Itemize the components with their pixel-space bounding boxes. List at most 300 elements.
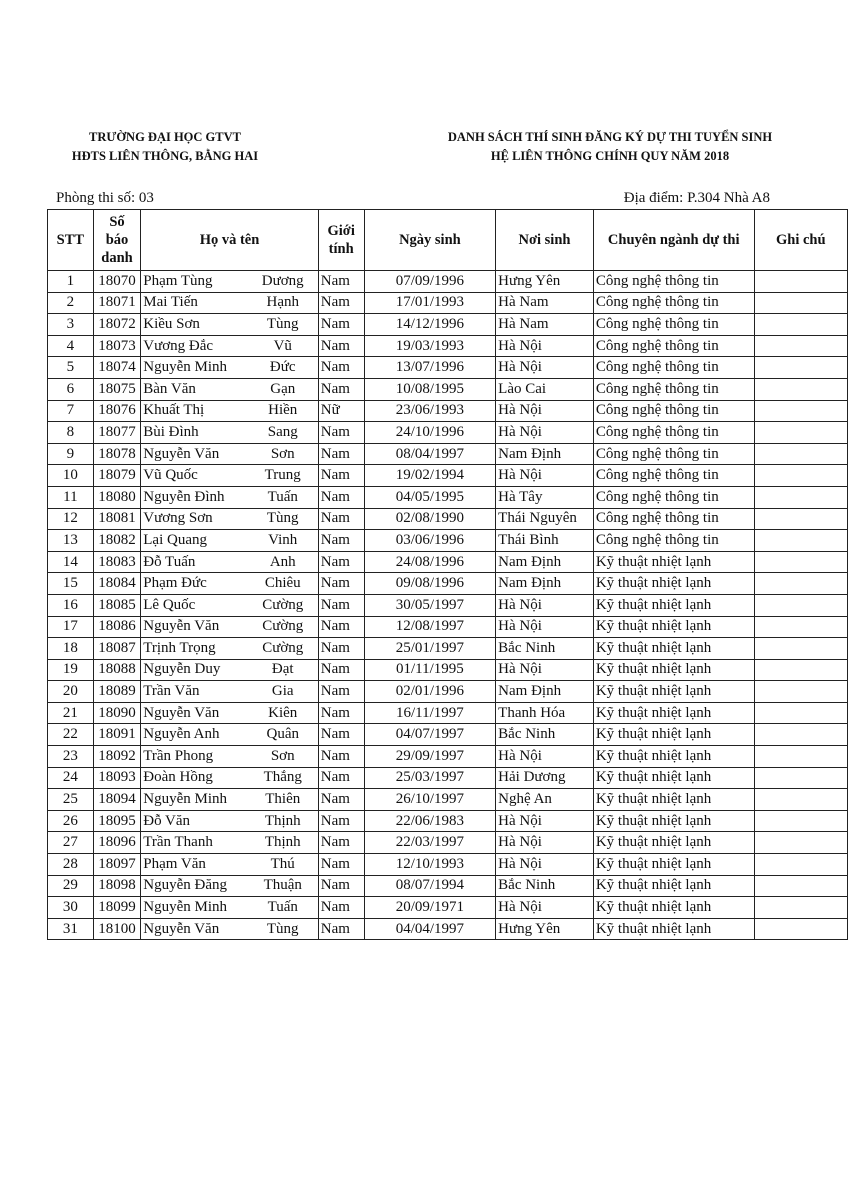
given-name: Tùng bbox=[266, 920, 299, 937]
cell-stt: 14 bbox=[48, 551, 94, 573]
surname: Nguyễn Văn bbox=[143, 618, 220, 635]
cell-birthplace: Thái Bình bbox=[496, 530, 594, 552]
cell-major: Kỹ thuật nhiệt lạnh bbox=[593, 746, 754, 768]
cell-sbd: 18079 bbox=[93, 465, 141, 487]
surname: Nguyễn Minh bbox=[143, 899, 227, 916]
surname: Nguyễn Đăng bbox=[143, 877, 227, 894]
cell-note bbox=[754, 508, 847, 530]
cell-name bbox=[141, 724, 318, 746]
name-wrap bbox=[143, 575, 315, 592]
cell-note bbox=[754, 486, 847, 508]
cell-birthplace: Hà Nội bbox=[496, 832, 594, 854]
cell-gender: Nam bbox=[318, 918, 364, 940]
surname: Đỗ Văn bbox=[143, 812, 191, 829]
table-row bbox=[48, 875, 848, 897]
given-name: Sơn bbox=[270, 747, 295, 764]
given-name: Cường bbox=[262, 618, 304, 635]
cell-birthplace: Nghệ An bbox=[496, 789, 594, 811]
cell-gender: Nam bbox=[318, 530, 364, 552]
cell-dob: 14/12/1996 bbox=[364, 314, 496, 336]
cell-major: Kỹ thuật nhiệt lạnh bbox=[593, 810, 754, 832]
table-row bbox=[48, 681, 848, 703]
given-name: Chiêu bbox=[264, 575, 301, 592]
title-line-1: DANH SÁCH THÍ SINH ĐĂNG KÝ DỰ THI TUYỂN SINH bbox=[447, 130, 773, 144]
cell-birthplace: Hà Nội bbox=[496, 422, 594, 444]
col-header-stt: STT bbox=[48, 210, 94, 271]
cell-dob: 30/05/1997 bbox=[364, 594, 496, 616]
cell-dob: 02/08/1990 bbox=[364, 508, 496, 530]
cell-sbd: 18092 bbox=[93, 746, 141, 768]
cell-note bbox=[754, 810, 847, 832]
cell-note bbox=[754, 789, 847, 811]
cell-birthplace: Hà Nội bbox=[496, 810, 594, 832]
table-row bbox=[48, 378, 848, 400]
table-row bbox=[48, 314, 848, 336]
table-row bbox=[48, 465, 848, 487]
cell-dob: 08/07/1994 bbox=[364, 875, 496, 897]
name-wrap bbox=[143, 532, 315, 549]
cell-name bbox=[141, 659, 318, 681]
cell-sbd: 18094 bbox=[93, 789, 141, 811]
cell-gender: Nam bbox=[318, 314, 364, 336]
surname: Nguyễn Minh bbox=[143, 791, 227, 808]
name-wrap bbox=[143, 402, 315, 419]
cell-major: Kỹ thuật nhiệt lạnh bbox=[593, 854, 754, 876]
name-wrap bbox=[143, 467, 315, 484]
name-wrap bbox=[143, 791, 315, 808]
cell-major: Công nghệ thông tin bbox=[593, 508, 754, 530]
name-wrap bbox=[143, 554, 315, 571]
given-name: Tùng bbox=[266, 510, 299, 527]
cell-birthplace: Hà Nội bbox=[496, 465, 594, 487]
cell-major: Kỹ thuật nhiệt lạnh bbox=[593, 875, 754, 897]
name-wrap bbox=[143, 381, 315, 398]
cell-sbd: 18089 bbox=[93, 681, 141, 703]
cell-sbd: 18071 bbox=[93, 292, 141, 314]
cell-major: Kỹ thuật nhiệt lạnh bbox=[593, 789, 754, 811]
cell-sbd: 18073 bbox=[93, 335, 141, 357]
col-header-sbd-line3: danh bbox=[101, 250, 133, 266]
name-wrap bbox=[143, 683, 315, 700]
cell-birthplace: Hà Nội bbox=[496, 357, 594, 379]
cell-note bbox=[754, 681, 847, 703]
cell-major: Kỹ thuật nhiệt lạnh bbox=[593, 897, 754, 919]
cell-sbd: 18080 bbox=[93, 486, 141, 508]
cell-dob: 02/01/1996 bbox=[364, 681, 496, 703]
cell-dob: 04/05/1995 bbox=[364, 486, 496, 508]
cell-gender: Nam bbox=[318, 465, 364, 487]
cell-stt: 1 bbox=[48, 271, 94, 293]
cell-major: Kỹ thuật nhiệt lạnh bbox=[593, 573, 754, 595]
cell-gender: Nam bbox=[318, 443, 364, 465]
cell-sbd: 18078 bbox=[93, 443, 141, 465]
candidate-table bbox=[47, 209, 848, 940]
given-name: Thịnh bbox=[264, 834, 301, 851]
document-title bbox=[410, 128, 810, 166]
cell-name bbox=[141, 594, 318, 616]
given-name: Gạn bbox=[270, 380, 296, 397]
cell-major: Kỹ thuật nhiệt lạnh bbox=[593, 638, 754, 660]
cell-note bbox=[754, 422, 847, 444]
cell-major: Kỹ thuật nhiệt lạnh bbox=[593, 659, 754, 681]
name-wrap bbox=[143, 877, 315, 894]
university-name: TRƯỜNG ĐẠI HỌC GTVT bbox=[89, 130, 241, 144]
given-name: Thuận bbox=[263, 877, 302, 894]
cell-sbd: 18098 bbox=[93, 875, 141, 897]
surname: Trần Văn bbox=[143, 683, 200, 700]
cell-gender: Nam bbox=[318, 357, 364, 379]
surname: Vũ Quốc bbox=[143, 467, 198, 484]
cell-dob: 16/11/1997 bbox=[364, 702, 496, 724]
cell-birthplace: Hà Tây bbox=[496, 486, 594, 508]
table-row bbox=[48, 400, 848, 422]
col-header-sbd bbox=[93, 210, 141, 271]
cell-stt: 7 bbox=[48, 400, 94, 422]
col-header-gender bbox=[318, 210, 364, 271]
cell-sbd: 18077 bbox=[93, 422, 141, 444]
cell-name bbox=[141, 314, 318, 336]
cell-stt: 25 bbox=[48, 789, 94, 811]
name-wrap bbox=[143, 338, 315, 355]
cell-major: Công nghệ thông tin bbox=[593, 357, 754, 379]
cell-dob: 26/10/1997 bbox=[364, 789, 496, 811]
cell-major: Công nghệ thông tin bbox=[593, 443, 754, 465]
surname: Nguyễn Minh bbox=[143, 359, 227, 376]
surname: Đỗ Tuấn bbox=[143, 553, 196, 570]
cell-birthplace: Hà Nam bbox=[496, 314, 594, 336]
cell-sbd: 18083 bbox=[93, 551, 141, 573]
given-name: Hiền bbox=[268, 402, 298, 419]
room-info bbox=[56, 190, 770, 208]
cell-birthplace: Lào Cai bbox=[496, 378, 594, 400]
cell-dob: 24/10/1996 bbox=[364, 422, 496, 444]
cell-sbd: 18095 bbox=[93, 810, 141, 832]
cell-major: Công nghệ thông tin bbox=[593, 271, 754, 293]
col-header-major: Chuyên ngành dự thi bbox=[593, 210, 754, 271]
cell-stt: 23 bbox=[48, 746, 94, 768]
table-row bbox=[48, 810, 848, 832]
cell-note bbox=[754, 875, 847, 897]
cell-note bbox=[754, 443, 847, 465]
cell-birthplace: Nam Định bbox=[496, 551, 594, 573]
table-row bbox=[48, 638, 848, 660]
cell-note bbox=[754, 465, 847, 487]
table-row bbox=[48, 918, 848, 940]
given-name: Tuấn bbox=[267, 488, 298, 505]
cell-note bbox=[754, 292, 847, 314]
cell-gender: Nam bbox=[318, 832, 364, 854]
given-name: Sơn bbox=[270, 445, 295, 462]
table-row bbox=[48, 443, 848, 465]
cell-major: Công nghệ thông tin bbox=[593, 292, 754, 314]
cell-sbd: 18081 bbox=[93, 508, 141, 530]
cell-stt: 20 bbox=[48, 681, 94, 703]
surname: Trần Thanh bbox=[143, 834, 213, 851]
cell-note bbox=[754, 314, 847, 336]
cell-gender: Nam bbox=[318, 486, 364, 508]
cell-sbd: 18086 bbox=[93, 616, 141, 638]
surname: Phạm Đức bbox=[143, 575, 207, 592]
table-row bbox=[48, 573, 848, 595]
cell-note bbox=[754, 918, 847, 940]
title-line-2: HỆ LIÊN THÔNG CHÍNH QUY NĂM 2018 bbox=[490, 149, 730, 163]
cell-gender: Nam bbox=[318, 616, 364, 638]
cell-dob: 24/08/1996 bbox=[364, 551, 496, 573]
cell-stt: 3 bbox=[48, 314, 94, 336]
given-name: Thắng bbox=[263, 769, 302, 786]
surname: Nguyễn Đình bbox=[143, 488, 225, 505]
cell-gender: Nam bbox=[318, 724, 364, 746]
given-name: Dương bbox=[261, 272, 304, 289]
cell-birthplace: Thanh Hóa bbox=[496, 702, 594, 724]
cell-major: Kỹ thuật nhiệt lạnh bbox=[593, 767, 754, 789]
cell-gender: Nam bbox=[318, 702, 364, 724]
cell-birthplace: Bắc Ninh bbox=[496, 875, 594, 897]
cell-gender: Nam bbox=[318, 422, 364, 444]
surname: Nguyễn Văn bbox=[143, 704, 220, 721]
name-wrap bbox=[143, 316, 315, 333]
cell-note bbox=[754, 616, 847, 638]
cell-stt: 5 bbox=[48, 357, 94, 379]
cell-stt: 18 bbox=[48, 638, 94, 660]
cell-stt: 8 bbox=[48, 422, 94, 444]
cell-stt: 17 bbox=[48, 616, 94, 638]
cell-major: Công nghệ thông tin bbox=[593, 400, 754, 422]
surname: Nguyễn Anh bbox=[143, 726, 220, 743]
surname: Bùi Đình bbox=[143, 423, 199, 440]
cell-dob: 04/07/1997 bbox=[364, 724, 496, 746]
cell-dob: 04/04/1997 bbox=[364, 918, 496, 940]
name-wrap bbox=[143, 446, 315, 463]
surname: Vương Sơn bbox=[143, 510, 213, 527]
table-row bbox=[48, 530, 848, 552]
surname: Mai Tiến bbox=[143, 294, 198, 311]
surname: Trịnh Trọng bbox=[143, 639, 216, 656]
cell-dob: 22/03/1997 bbox=[364, 832, 496, 854]
cell-gender: Nam bbox=[318, 378, 364, 400]
cell-note bbox=[754, 832, 847, 854]
table-row bbox=[48, 767, 848, 789]
given-name: Đức bbox=[269, 359, 296, 376]
cell-birthplace: Hà Nội bbox=[496, 854, 594, 876]
table-header-row bbox=[48, 210, 848, 271]
cell-sbd: 18072 bbox=[93, 314, 141, 336]
cell-stt: 24 bbox=[48, 767, 94, 789]
given-name: Thiên bbox=[265, 791, 301, 808]
cell-gender: Nam bbox=[318, 638, 364, 660]
cell-note bbox=[754, 702, 847, 724]
cell-birthplace: Hà Nam bbox=[496, 292, 594, 314]
cell-gender: Nam bbox=[318, 573, 364, 595]
cell-major: Kỹ thuật nhiệt lạnh bbox=[593, 616, 754, 638]
surname: Nguyễn Duy bbox=[143, 661, 221, 678]
cell-dob: 12/08/1997 bbox=[364, 616, 496, 638]
cell-major: Kỹ thuật nhiệt lạnh bbox=[593, 594, 754, 616]
surname: Vương Đắc bbox=[143, 337, 214, 354]
cell-sbd: 18093 bbox=[93, 767, 141, 789]
cell-name bbox=[141, 551, 318, 573]
cell-dob: 29/09/1997 bbox=[364, 746, 496, 768]
name-wrap bbox=[143, 705, 315, 722]
cell-birthplace: Thái Nguyên bbox=[496, 508, 594, 530]
name-wrap bbox=[143, 618, 315, 635]
name-wrap bbox=[143, 661, 315, 678]
cell-dob: 01/11/1995 bbox=[364, 659, 496, 681]
cell-sbd: 18075 bbox=[93, 378, 141, 400]
name-wrap bbox=[143, 899, 315, 916]
cell-note bbox=[754, 724, 847, 746]
cell-sbd: 18096 bbox=[93, 832, 141, 854]
name-wrap bbox=[143, 424, 315, 441]
cell-stt: 9 bbox=[48, 443, 94, 465]
cell-sbd: 18087 bbox=[93, 638, 141, 660]
cell-major: Công nghệ thông tin bbox=[593, 486, 754, 508]
cell-note bbox=[754, 638, 847, 660]
surname: Trần Phong bbox=[143, 747, 214, 764]
cell-name bbox=[141, 400, 318, 422]
cell-major: Công nghệ thông tin bbox=[593, 378, 754, 400]
given-name: Vinh bbox=[268, 531, 298, 548]
surname: Phạm Văn bbox=[143, 855, 206, 872]
cell-sbd: 18082 bbox=[93, 530, 141, 552]
col-header-name: Họ và tên bbox=[141, 210, 318, 271]
cell-name bbox=[141, 897, 318, 919]
cell-sbd: 18088 bbox=[93, 659, 141, 681]
table-row bbox=[48, 594, 848, 616]
cell-name bbox=[141, 746, 318, 768]
table-row bbox=[48, 854, 848, 876]
cell-stt: 15 bbox=[48, 573, 94, 595]
given-name: Hạnh bbox=[266, 294, 299, 311]
cell-gender: Nam bbox=[318, 789, 364, 811]
cell-stt: 13 bbox=[48, 530, 94, 552]
cell-note bbox=[754, 335, 847, 357]
exam-location: Địa điểm: P.304 Nhà A8 bbox=[623, 190, 770, 206]
table-row bbox=[48, 616, 848, 638]
name-wrap bbox=[143, 921, 315, 938]
cell-sbd: 18091 bbox=[93, 724, 141, 746]
cell-stt: 22 bbox=[48, 724, 94, 746]
name-wrap bbox=[143, 813, 315, 830]
cell-name bbox=[141, 810, 318, 832]
cell-dob: 23/06/1993 bbox=[364, 400, 496, 422]
cell-note bbox=[754, 897, 847, 919]
cell-birthplace: Hà Nội bbox=[496, 659, 594, 681]
cell-major: Kỹ thuật nhiệt lạnh bbox=[593, 551, 754, 573]
cell-note bbox=[754, 573, 847, 595]
cell-birthplace: Bắc Ninh bbox=[496, 638, 594, 660]
cell-dob: 19/02/1994 bbox=[364, 465, 496, 487]
cell-sbd: 18099 bbox=[93, 897, 141, 919]
cell-sbd: 18084 bbox=[93, 573, 141, 595]
cell-note bbox=[754, 854, 847, 876]
table-row bbox=[48, 357, 848, 379]
cell-stt: 26 bbox=[48, 810, 94, 832]
given-name: Tuấn bbox=[267, 899, 298, 916]
cell-note bbox=[754, 357, 847, 379]
cell-birthplace: Nam Định bbox=[496, 443, 594, 465]
cell-gender: Nam bbox=[318, 681, 364, 703]
cell-name bbox=[141, 789, 318, 811]
cell-birthplace: Hà Nội bbox=[496, 616, 594, 638]
cell-name bbox=[141, 918, 318, 940]
cell-stt: 10 bbox=[48, 465, 94, 487]
cell-name bbox=[141, 465, 318, 487]
cell-name bbox=[141, 422, 318, 444]
cell-note bbox=[754, 594, 847, 616]
cell-sbd: 18100 bbox=[93, 918, 141, 940]
cell-sbd: 18085 bbox=[93, 594, 141, 616]
cell-dob: 10/08/1995 bbox=[364, 378, 496, 400]
table-row bbox=[48, 508, 848, 530]
table-row bbox=[48, 551, 848, 573]
cell-stt: 6 bbox=[48, 378, 94, 400]
cell-name bbox=[141, 875, 318, 897]
given-name: Đạt bbox=[271, 661, 294, 678]
cell-name bbox=[141, 271, 318, 293]
cell-dob: 03/06/1996 bbox=[364, 530, 496, 552]
cell-birthplace: Hưng Yên bbox=[496, 271, 594, 293]
cell-sbd: 18070 bbox=[93, 271, 141, 293]
cell-name bbox=[141, 832, 318, 854]
cell-dob: 20/09/1971 bbox=[364, 897, 496, 919]
cell-name bbox=[141, 573, 318, 595]
cell-major: Kỹ thuật nhiệt lạnh bbox=[593, 702, 754, 724]
col-header-sbd-line1: Số bbox=[109, 214, 125, 230]
cell-birthplace: Hà Nội bbox=[496, 594, 594, 616]
table-row bbox=[48, 292, 848, 314]
table-row bbox=[48, 897, 848, 919]
cell-name bbox=[141, 335, 318, 357]
cell-note bbox=[754, 659, 847, 681]
surname: Nguyễn Văn bbox=[143, 445, 220, 462]
cell-gender: Nam bbox=[318, 335, 364, 357]
cell-name bbox=[141, 292, 318, 314]
given-name: Thịnh bbox=[264, 812, 301, 829]
col-header-note: Ghi chú bbox=[754, 210, 847, 271]
cell-stt: 12 bbox=[48, 508, 94, 530]
table-row bbox=[48, 422, 848, 444]
cell-gender: Nam bbox=[318, 594, 364, 616]
given-name: Cường bbox=[262, 639, 304, 656]
cell-name bbox=[141, 530, 318, 552]
given-name: Cường bbox=[262, 596, 304, 613]
cell-birthplace: Nam Định bbox=[496, 681, 594, 703]
cell-note bbox=[754, 378, 847, 400]
cell-stt: 30 bbox=[48, 897, 94, 919]
cell-dob: 07/09/1996 bbox=[364, 271, 496, 293]
cell-stt: 27 bbox=[48, 832, 94, 854]
cell-dob: 08/04/1997 bbox=[364, 443, 496, 465]
cell-major: Kỹ thuật nhiệt lạnh bbox=[593, 724, 754, 746]
cell-gender: Nam bbox=[318, 508, 364, 530]
cell-major: Kỹ thuật nhiệt lạnh bbox=[593, 681, 754, 703]
cell-name bbox=[141, 378, 318, 400]
room-number: Phòng thi số: 03 bbox=[56, 190, 154, 206]
cell-dob: 25/03/1997 bbox=[364, 767, 496, 789]
cell-gender: Nam bbox=[318, 767, 364, 789]
name-wrap bbox=[143, 294, 315, 311]
table-row bbox=[48, 659, 848, 681]
cell-gender: Nam bbox=[318, 292, 364, 314]
cell-birthplace: Hà Nội bbox=[496, 400, 594, 422]
col-header-gender-line1: Giới bbox=[327, 223, 355, 239]
cell-name bbox=[141, 508, 318, 530]
cell-note bbox=[754, 271, 847, 293]
table-body bbox=[48, 271, 848, 940]
cell-gender: Nam bbox=[318, 659, 364, 681]
table-row bbox=[48, 832, 848, 854]
